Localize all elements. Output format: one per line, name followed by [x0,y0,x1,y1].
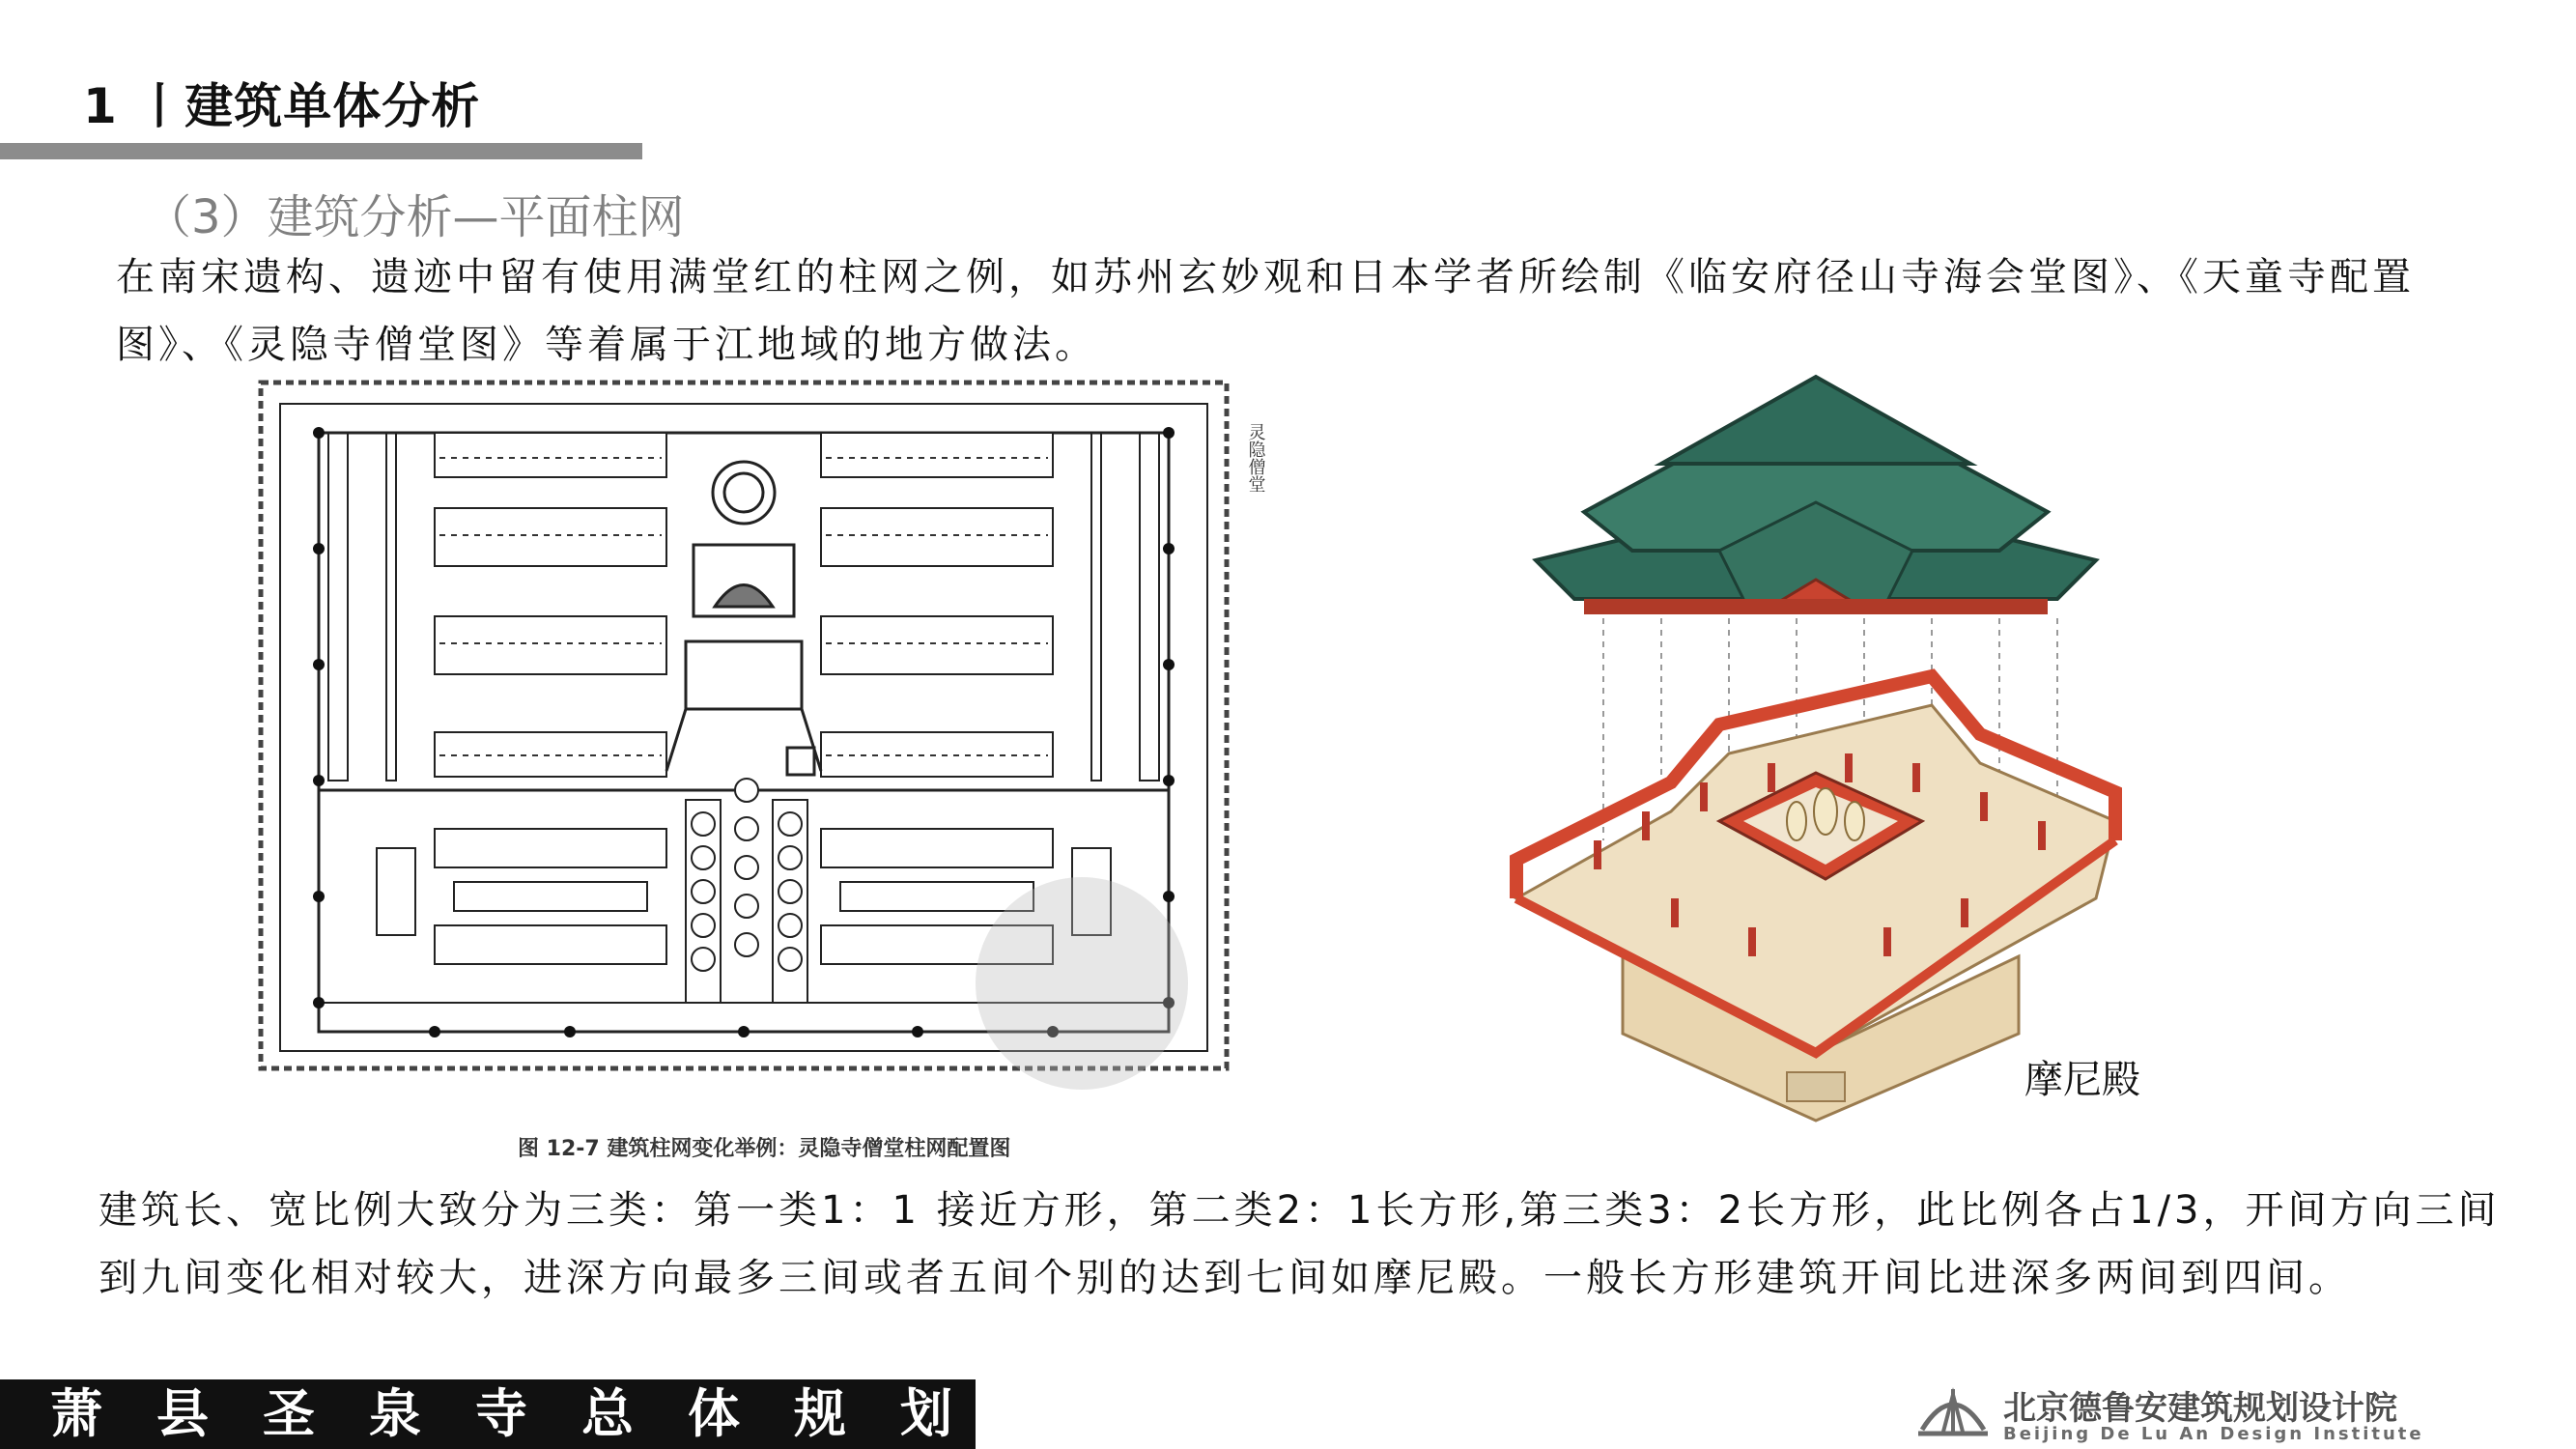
moni-hall-axonometric-figure [1478,357,2154,1130]
plan-side-label: 灵隐僧堂 [1245,423,1266,493]
intro-paragraph: 在南宋遗构、遗迹中留有使用满堂红的柱网之例，如苏州玄妙观和日本学者所绘制《临安府径山寺海会堂图》、《天童寺配置图》、《灵隐寺僧堂图》等着属于江地域的地方做法。 [116,255,2415,367]
roof-illustration [1536,377,2096,614]
plan-caption: 图 12-7 建筑柱网变化举例：灵隐寺僧堂柱网配置图 [518,1137,1011,1161]
header-rule [0,143,642,159]
footer-project-title: 萧县圣泉寺总体规划 [50,1383,1006,1444]
institute-name-cn: 北京德鲁安建筑规划设计院 [2003,1389,2397,1428]
column-grid-plan-figure [251,365,1275,1099]
institute-logo-icon [1914,1376,1992,1445]
body-paragraph: 建筑长、宽比例大致分为三类：第一类1：1 接近方形，第二类2：1长方形,第三类3：2长方形，此比例各占1/3，开间方向三间到九间变化相对较大，进深方向最多三间或者五间个别的达到七间如摩尼殿。一般长方形建筑开间比进深多两间到四间。 [99,1188,2501,1300]
institute-name-en: Beijing De Lu An Design Institute [2003,1424,2424,1444]
section-title: 1 丨建筑单体分析 [83,78,481,134]
subtitle: （3）建筑分析—平面柱网 [145,190,685,244]
hall-label: 摩尼殿 [2024,1058,2140,1102]
